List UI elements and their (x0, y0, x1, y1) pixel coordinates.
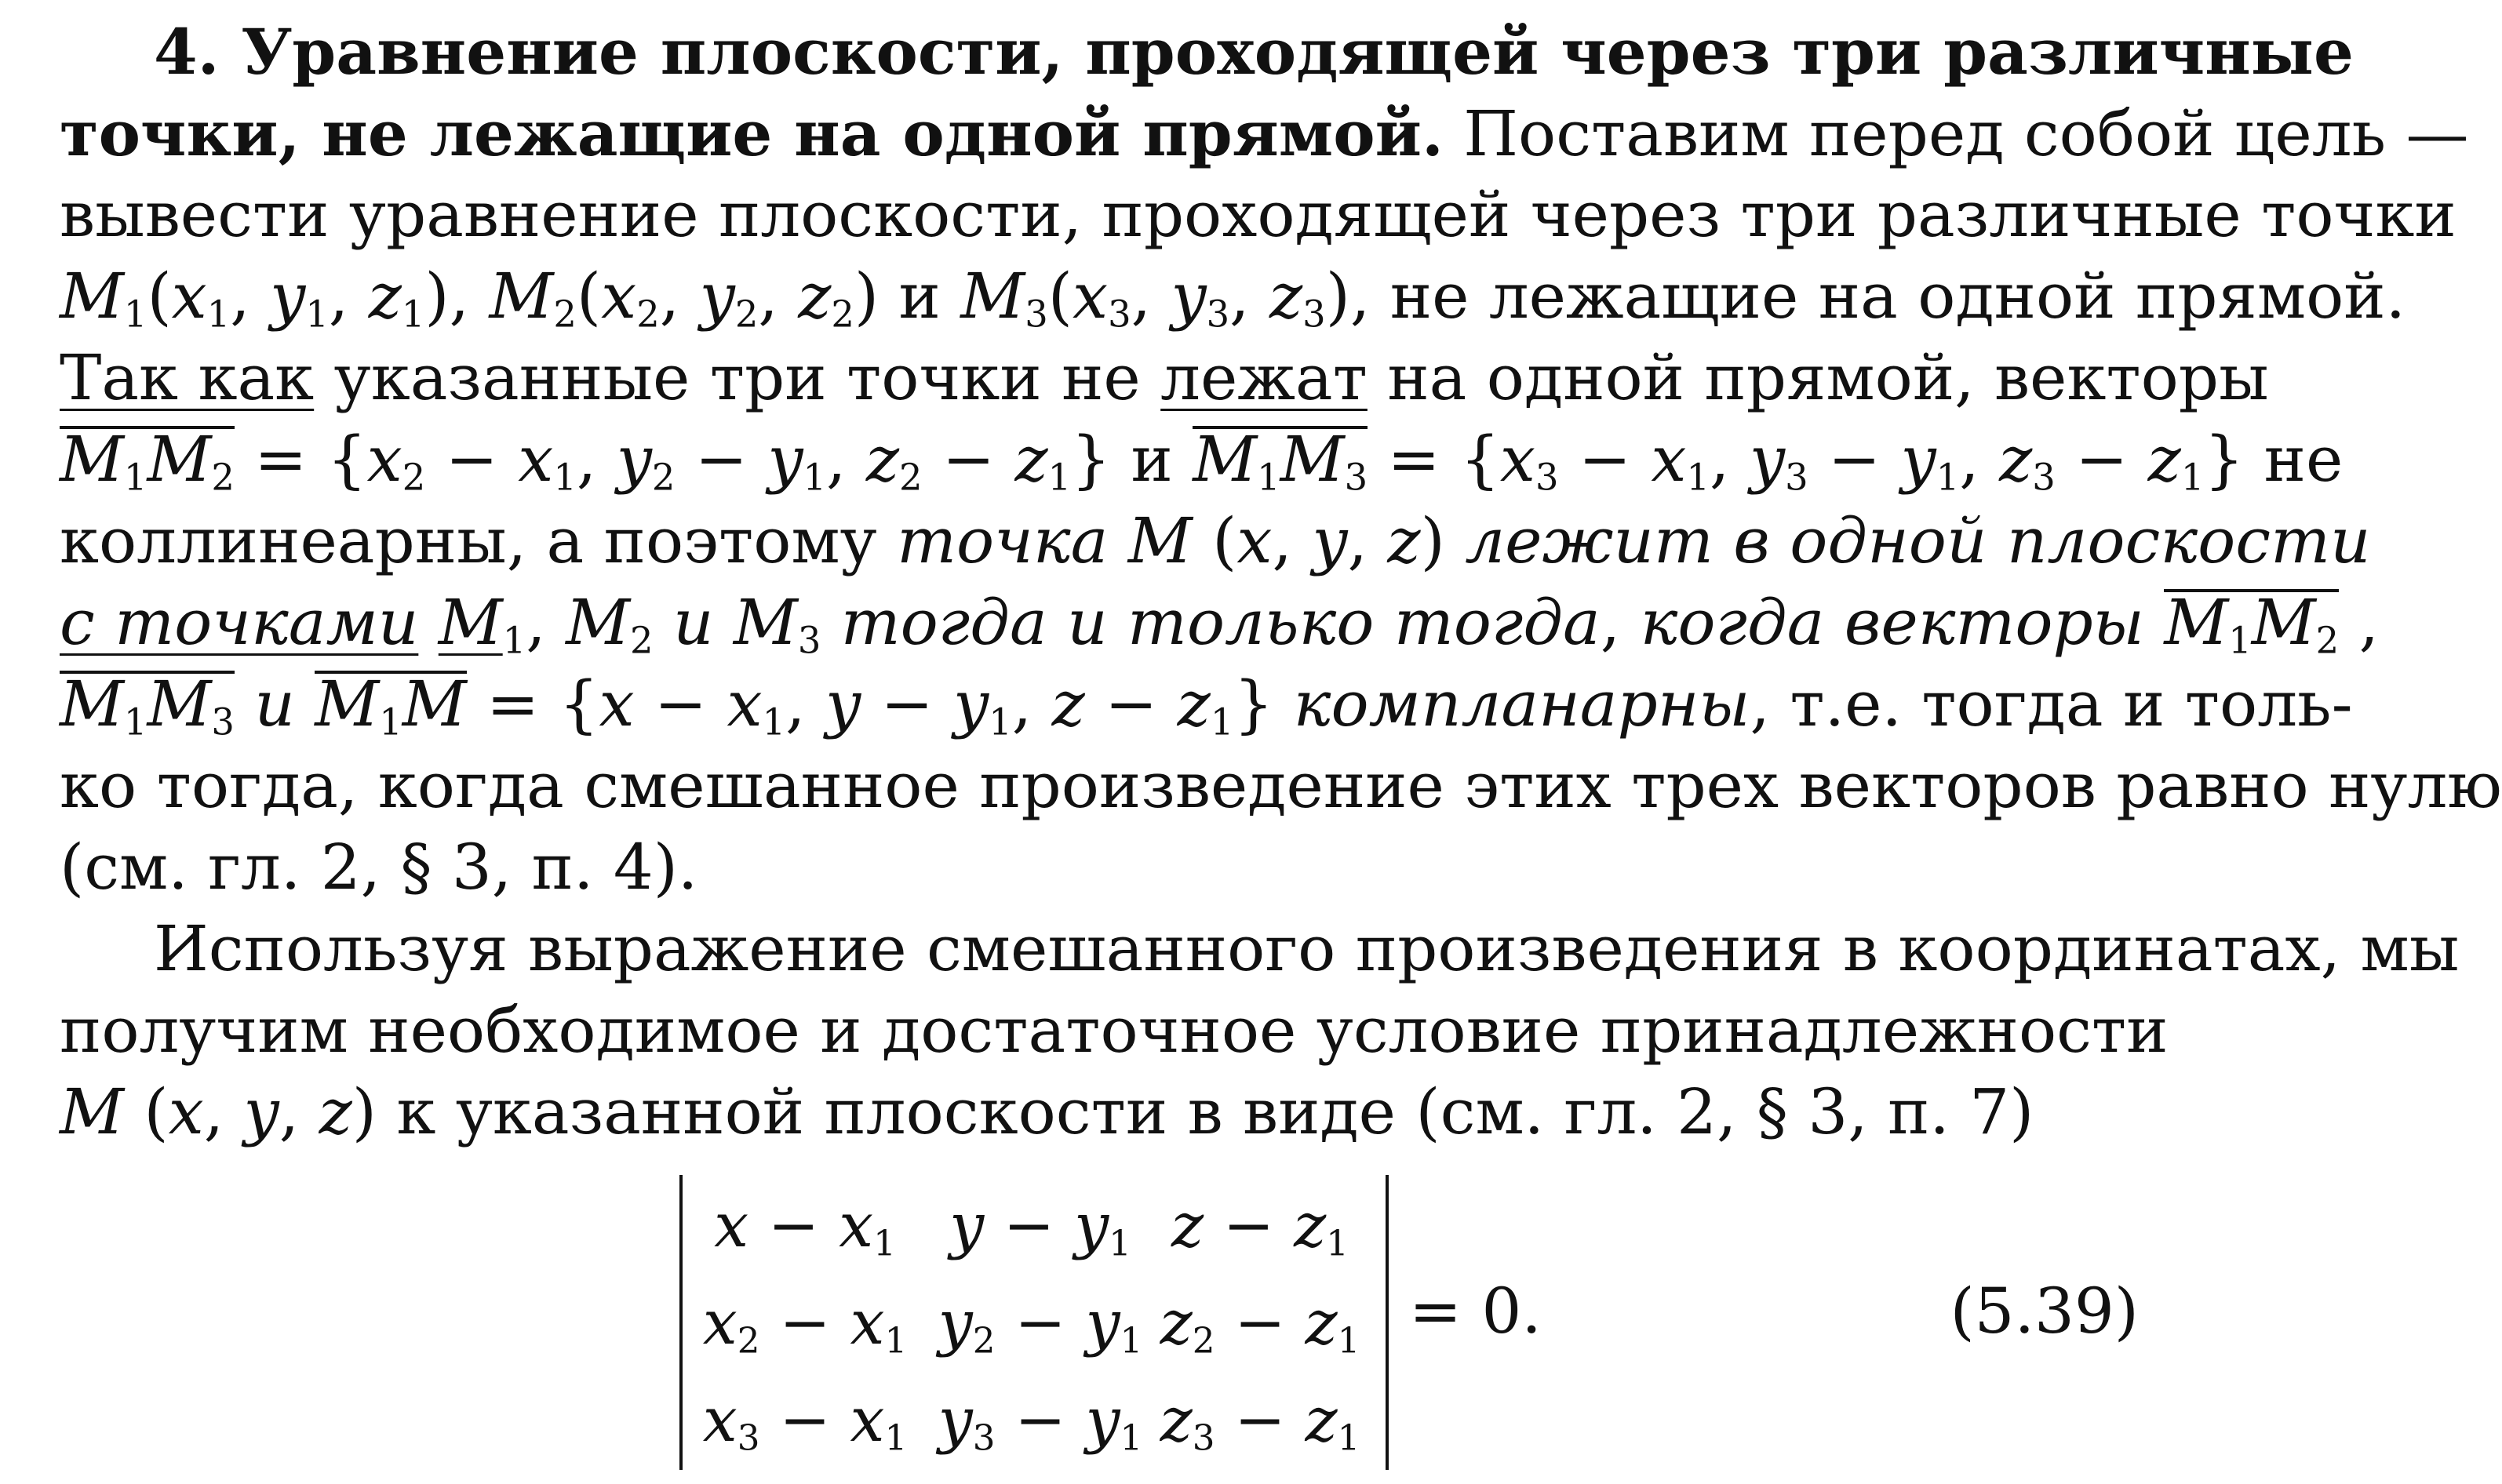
paragraph-line: (см. гл. 2, § 3, п. 4). (60, 831, 698, 904)
points-line: $M_1(x_1$, $y_1$, $z_1$), $M_2(x_2$, $y_2$, $z_2$) и $M_3(x_3$, $y_3$, $z_3$), не лежащие на одной прямой. (60, 260, 2406, 336)
determinant (679, 1175, 1433, 1470)
equation-number: (5.39) (1950, 1275, 2139, 1348)
textbook-page (60, 11, 2502, 1470)
matrix-cell: $x - x_1$ (714, 1191, 896, 1264)
vector-m1m2: $M_1M_2$ (60, 423, 235, 499)
section-heading-continued: точки, не лежащие на одной прямой. (60, 96, 1444, 170)
matrix-cell: $y - y_1$ (949, 1191, 1131, 1264)
section-heading: 4. Уравнение плоскости, проходящей через три различные (154, 15, 2354, 89)
paragraph-line: с точками $M_1$, $M_2$ и $M_3$ тогда и только тогда, когда векторы $M_1M_2$ , (60, 586, 2380, 662)
heading-line-2 (60, 93, 2469, 174)
matrix-cell: $z - z_1$ (1171, 1191, 1349, 1264)
heading-line-1 (60, 11, 2354, 93)
paragraph-line: получим необходимое и достаточное условие принадлежности (60, 994, 2169, 1067)
determinant-left-bar (679, 1175, 683, 1470)
equation-rhs: = 0. (1409, 1275, 1542, 1348)
matrix-cell: $x_3 - x_1$ (702, 1385, 908, 1459)
vectors-line: $M_1M_2 = \{x_2 - x_1$, $y_2 - y_1$, $z_2 - z_1$} и $M_1M_3 = \{x_3 - x_1$, $y_3 - y_1$, $z_3 - z_1$} не (60, 423, 2344, 499)
paragraph-line: M (x, y, z) к указанной плоскости в виде (см. гл. 2, § 3, п. 7) (60, 1075, 2034, 1148)
determinant-right-bar (1386, 1175, 1389, 1470)
matrix-cell: $y_3 - y_1$ (938, 1385, 1143, 1459)
paragraph-text: Поставим перед собой цель — (1463, 97, 2469, 170)
matrix-cell: $x_2 - x_1$ (702, 1288, 908, 1362)
paragraph-line: Используя выражение смешанного произведения в координатах, мы (154, 912, 2460, 985)
paragraph-line: коллинеарны, а поэтому точка M (x, y, z) лежит в одной плоскости (60, 504, 2371, 577)
vector-m1m3: $M_1M_3$ (1193, 423, 1368, 499)
matrix-cell: $y_2 - y_1$ (938, 1288, 1143, 1362)
paragraph-line: ко тогда, когда смешанное произведение этих трех векторов равно нулю (60, 749, 2502, 822)
matrix-cell: $z_3 - z_1$ (1160, 1385, 1360, 1459)
paragraph-line: Так как указанные три точки не лежат на одной прямой, векторы (60, 341, 2269, 414)
paragraph-line: $M_1M_3$ и $M_1M = \{x - x_1$, $y - y_1$, $z - z_1$} компланарны, т.е. тогда и толь- (60, 667, 2353, 744)
paragraph-line: вывести уравнение плоскости, проходящей через три различные точки (60, 178, 2456, 251)
matrix-cell: $z_2 - z_1$ (1160, 1288, 1360, 1362)
